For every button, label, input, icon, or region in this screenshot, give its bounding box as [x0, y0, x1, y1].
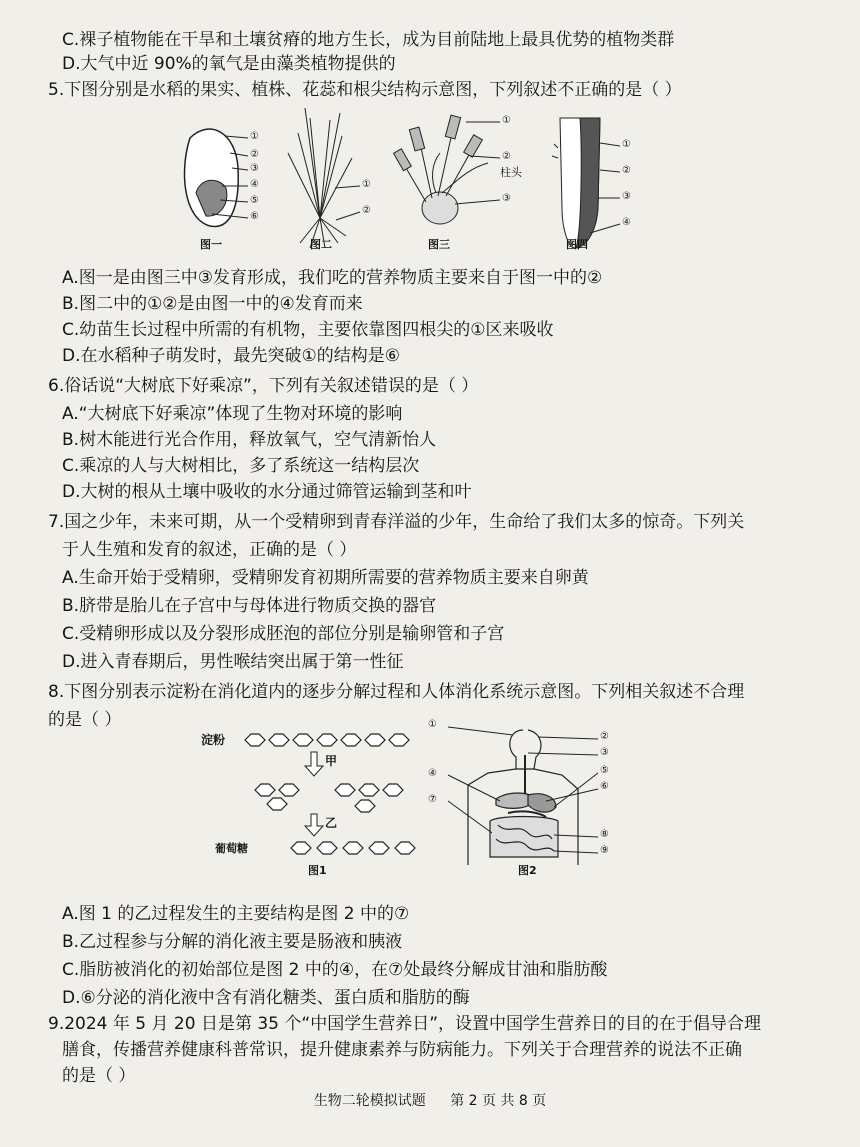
q7-option-a: A.生命开始于受精卵，受精卵发育初期所需要的营养物质主要来自卵黄: [62, 568, 589, 588]
q8-figure2-digestive-system: [428, 719, 618, 870]
q7-stem-line1: 7.国之少年，未来可期，从一个受精卵到青春洋溢的少年，生命给了我们太多的惊奇。下列关: [48, 512, 745, 532]
q5-figures: [170, 108, 670, 258]
q6-option-b: B.树木能进行光合作用，释放氧气，空气清新怡人: [62, 430, 437, 450]
starch-label: 淀粉: [201, 733, 226, 747]
process-yi-label: 乙: [325, 816, 338, 830]
fig1-num-6: ⑥: [250, 211, 259, 222]
fig1-num-5: ⑤: [250, 195, 259, 206]
fig2-num-7: ⑦: [428, 794, 437, 805]
fig3-num-3: ③: [502, 193, 511, 204]
fig3-num-1: ①: [502, 115, 511, 126]
fig4-num-3: ③: [622, 191, 631, 202]
fig-1-label: 图1: [308, 864, 327, 877]
q8-stem-line1: 8.下图分别表示淀粉在消化道内的逐步分解过程和人体消化系统示意图。下列相关叙述不合理: [48, 682, 745, 702]
q7-stem-line2: 于人生殖和发育的叙述，正确的是（ ）: [62, 540, 357, 560]
fig3-stigma-label: 柱头: [500, 166, 522, 179]
fig3-num-2: ②: [502, 151, 511, 162]
q8-option-d: D.⑥分泌的消化液中含有消化糖类、蛋白质和脂肪的酶: [62, 988, 470, 1008]
figure4-root-tip: [552, 118, 620, 248]
q8-option-c: C.脂肪被消化的初始部位是图 2 中的④，在⑦处最终分解成甘油和脂肪酸: [62, 960, 608, 980]
q8-option-b: B.乙过程参与分解的消化液主要是肠液和胰液: [62, 932, 403, 952]
footer-page-number: 第 2 页 共 8 页: [450, 1093, 547, 1109]
fig2-num-3: ③: [600, 747, 609, 758]
fig2-num-2: ②: [600, 731, 609, 742]
fig2-num-8: ⑧: [600, 829, 609, 840]
fig-2-label: 图2: [518, 864, 537, 877]
fig2-num-4: ④: [428, 768, 437, 779]
q6-option-d: D.大树的根从土壤中吸收的水分通过筛管运输到茎和叶: [62, 482, 472, 502]
q9-stem-line1: 9.2024 年 5 月 20 日是第 35 个“中国学生营养日”，设置中国学生营养日的目的在于倡导合理: [48, 1014, 762, 1034]
fig2-label: 图二: [310, 238, 332, 251]
fig1-num-1: ①: [250, 131, 259, 142]
q6-option-c: C.乘凉的人与大树相比，多了系统这一结构层次: [62, 456, 420, 476]
fig4-label: 图四: [566, 238, 588, 251]
fig2-num-1: ①: [362, 179, 371, 190]
fig1-num-2: ②: [250, 149, 259, 160]
fig4-num-4: ④: [622, 217, 631, 228]
glucose-label: 葡萄糖: [215, 842, 248, 855]
digestive-system-svg: [428, 725, 618, 870]
q5-option-b: B.图二中的①②是由图一中的④发育而来: [62, 294, 363, 314]
q4-option-d: D.大气中近 90%的氧气是由藻类植物提供的: [62, 54, 396, 74]
q8-stem-line2: 的是（ ）: [48, 710, 122, 730]
figure3-rice-flower: [394, 115, 500, 224]
fig1-num-4: ④: [250, 179, 259, 190]
fig2-num-9: ⑨: [600, 845, 609, 856]
process-jia-label: 甲: [325, 754, 338, 768]
fig2-num-5: ⑤: [600, 765, 609, 776]
figure1-rice-grain: [185, 129, 248, 226]
fig1-num-3: ③: [250, 163, 259, 174]
fig1-label: 图一: [200, 238, 222, 251]
q5-stem: 5.下图分别是水稻的果实、植株、花蕊和根尖结构示意图，下列叙述不正确的是（ ）: [48, 80, 682, 100]
fig2-num-6: ⑥: [600, 781, 609, 792]
fig3-label: 图三: [428, 238, 450, 251]
q8-figure1: [201, 722, 425, 862]
q5-figure-svg: [170, 108, 670, 258]
fig4-num-2: ②: [622, 165, 631, 176]
fig4-num-1: ①: [622, 139, 631, 150]
q6-option-a: A.“大树底下好乘凉”体现了生物对环境的影响: [62, 404, 403, 424]
q5-option-a: A.图一是由图三中③发育形成，我们吃的营养物质主要来自于图一中的②: [62, 268, 603, 288]
page-footer: [0, 1090, 860, 1110]
q9-stem-line2: 膳食，传播营养健康科普常识，提升健康素养与防病能力。下列关于合理营养的说法不正确: [62, 1040, 742, 1060]
q4-option-c: C.裸子植物能在干旱和土壤贫瘠的地方生长，成为目前陆地上最具优势的植物类群: [62, 30, 675, 50]
q5-option-d: D.在水稻种子萌发时，最先突破①的结构是⑥: [62, 346, 400, 366]
q7-option-d: D.进入青春期后，男性喉结突出属于第一性征: [62, 652, 404, 672]
footer-subject: 生物二轮模拟试题: [313, 1093, 426, 1109]
q7-option-c: C.受精卵形成以及分裂形成胚泡的部位分别是输卵管和子宫: [62, 624, 505, 644]
q7-option-b: B.脐带是胎儿在子宫中与母体进行物质交换的器官: [62, 596, 437, 616]
starch-digestion-svg: [225, 722, 425, 862]
fig2-num-2: ②: [362, 205, 371, 216]
q9-stem-line3: 的是（ ）: [62, 1066, 136, 1086]
q8-option-a: A.图 1 的乙过程发生的主要结构是图 2 中的⑦: [62, 904, 410, 924]
q5-option-c: C.幼苗生长过程中所需的有机物，主要依靠图四根尖的①区来吸收: [62, 320, 554, 340]
q6-stem: 6.俗话说“大树底下好乘凉”，下列有关叙述错误的是（ ）: [48, 376, 479, 396]
fig2-num-1: ①: [428, 719, 437, 730]
figure2-rice-plant: [288, 108, 360, 248]
